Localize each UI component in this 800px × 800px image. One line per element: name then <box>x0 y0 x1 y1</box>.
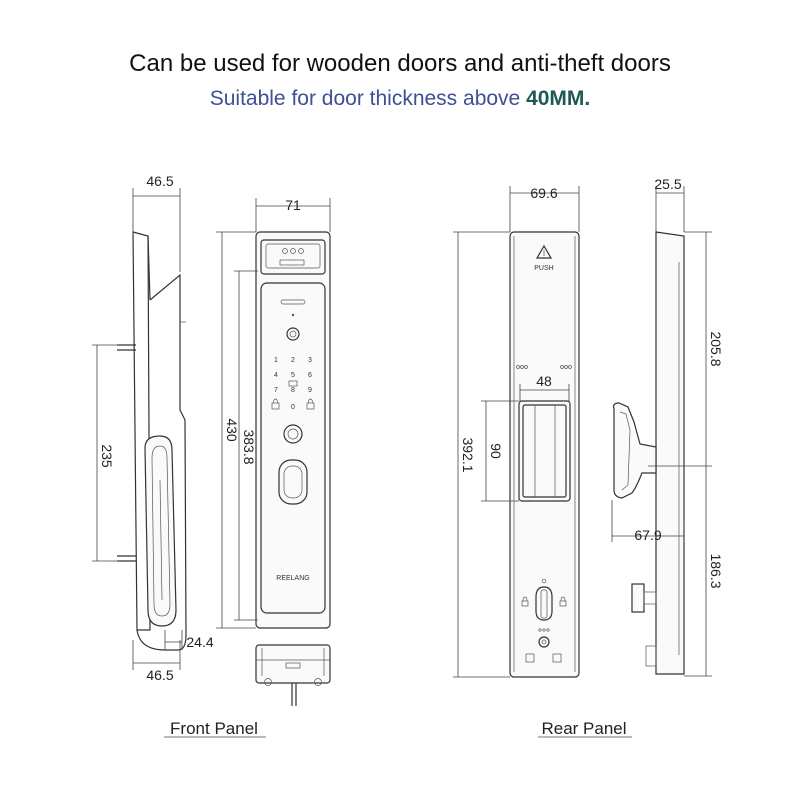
key-8: 8 <box>291 387 295 394</box>
front-total-height-dim: 430 <box>224 418 240 442</box>
rear-panel-side-view <box>614 232 684 674</box>
rear-handle-projection-dim: 67.9 <box>634 527 662 543</box>
front-top-depth-dim: 46.5 <box>146 173 174 189</box>
rear-side-depth-dim: 25.5 <box>654 176 682 192</box>
front-panel-front-view <box>256 232 330 628</box>
front-panel-label: Front Panel <box>170 719 258 738</box>
key-3: 3 <box>308 357 312 364</box>
push-label: PUSH <box>534 265 554 272</box>
rear-width-dim: 69.6 <box>530 185 558 201</box>
front-bottom-depth-dim: 46.5 <box>146 667 174 683</box>
door-thickness-value: 40MM. <box>526 87 591 110</box>
front-width-dim: 71 <box>285 197 301 213</box>
rear-total-height-dim: 392.1 <box>460 437 476 473</box>
rear-handle-height-dim: 90 <box>488 443 504 459</box>
front-panel-bottom-view <box>256 645 330 706</box>
key-6: 6 <box>308 372 312 379</box>
key-2: 2 <box>291 357 295 364</box>
rear-lower-height-dim: 186.3 <box>708 553 724 589</box>
rear-panel-label: Rear Panel <box>541 719 627 738</box>
subheadline-text: Suitable for door thickness above <box>209 87 527 110</box>
key-5: 5 <box>291 372 295 379</box>
front-handle-depth-dim: 24.4 <box>186 634 214 650</box>
brand-logo: REELANG <box>276 575 310 582</box>
key-9: 9 <box>308 387 312 394</box>
front-panel-side-view <box>117 232 186 650</box>
key-4: 4 <box>274 372 278 379</box>
key-7: 7 <box>274 387 278 394</box>
front-body-height-dim: 383.8 <box>241 429 257 465</box>
key-0: 0 <box>291 404 295 411</box>
front-handle-span-dim: 235 <box>99 444 115 468</box>
rear-handle-width-dim: 48 <box>536 373 552 389</box>
key-1: 1 <box>274 357 278 364</box>
rear-panel-front-view <box>510 232 579 677</box>
rear-upper-height-dim: 205.8 <box>708 331 724 367</box>
headline: Can be used for wooden doors and anti-theft doors <box>129 50 671 77</box>
